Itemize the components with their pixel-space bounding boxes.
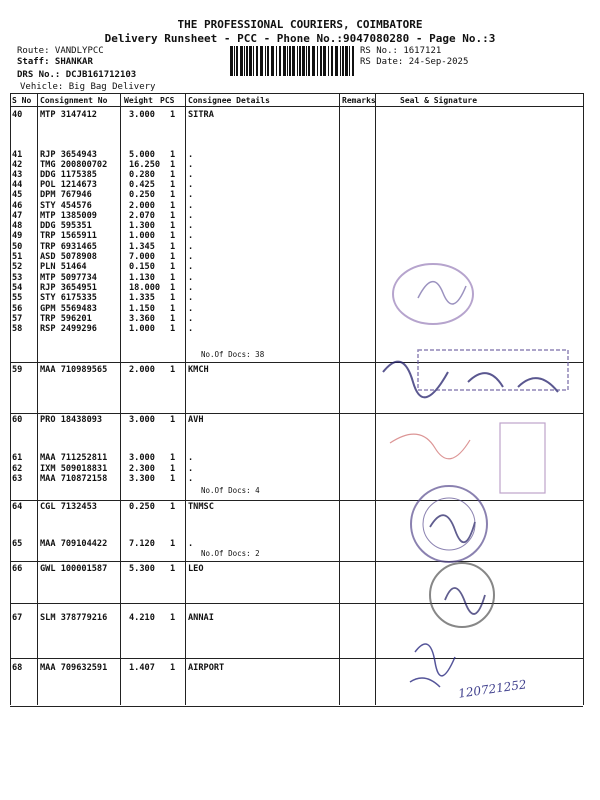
row-consignment: PLN 51464 <box>40 262 87 272</box>
row-consignee: . <box>188 180 194 190</box>
row-pcs: 1 <box>170 110 176 120</box>
row-pcs: 1 <box>170 211 176 221</box>
row-sno: 44 <box>12 180 23 190</box>
doc-count-2: No.Of Docs: 4 <box>201 486 260 495</box>
row-consignee: TNMSC <box>188 502 214 512</box>
row-sno: 47 <box>12 211 23 221</box>
row-sno: 63 <box>12 474 23 484</box>
row-sno: 67 <box>12 613 23 623</box>
row-weight: 1.000 <box>129 324 155 334</box>
row-sno: 54 <box>12 283 23 293</box>
row-sno: 62 <box>12 464 23 474</box>
row-consignee: . <box>188 314 194 324</box>
row-consignment: SLM 378779216 <box>40 613 108 623</box>
vehicle-label: Vehicle: Big Bag Delivery <box>20 82 156 92</box>
row-weight: 3.360 <box>129 314 155 324</box>
column-divider <box>37 93 38 705</box>
row-consignment: STY 454576 <box>40 201 92 211</box>
row-consignee: . <box>188 273 194 283</box>
row-sno: 40 <box>12 110 23 120</box>
row-weight: 4.210 <box>129 613 155 623</box>
row-sno: 57 <box>12 314 23 324</box>
row-consignment: TRP 596201 <box>40 314 92 324</box>
row-sno: 46 <box>12 201 23 211</box>
row-consignee: . <box>188 160 194 170</box>
row-weight: 1.300 <box>129 221 155 231</box>
row-sno: 59 <box>12 365 23 375</box>
row-consignee: . <box>188 211 194 221</box>
row-pcs: 1 <box>170 231 176 241</box>
row-sno: 51 <box>12 252 23 262</box>
row-consignee: . <box>188 539 194 549</box>
drs-label: DRS No.: DCJB161712103 <box>17 70 137 80</box>
row-pcs: 1 <box>170 201 176 211</box>
row-weight: 18.000 <box>129 283 161 293</box>
row-consignment: PRO 18438093 <box>40 415 103 425</box>
row-consignment: RSP 2499296 <box>40 324 97 334</box>
row-pcs: 1 <box>170 464 176 474</box>
col-pcs: PCS <box>160 96 175 105</box>
row-consignee: . <box>188 242 194 252</box>
route-label: Route: VANDLYPCC <box>17 46 104 56</box>
row-weight: 3.000 <box>129 415 155 425</box>
row-pcs: 1 <box>170 160 176 170</box>
row-weight: 1.150 <box>129 304 155 314</box>
row-weight: 5.000 <box>129 150 155 160</box>
row-consignment: RJP 3654951 <box>40 283 97 293</box>
row-consignment: CGL 7132453 <box>40 502 97 512</box>
row-weight: 7.120 <box>129 539 155 549</box>
row-weight: 1.000 <box>129 231 155 241</box>
row-pcs: 1 <box>170 283 176 293</box>
row-consignment: DDG 595351 <box>40 221 92 231</box>
row-weight: 16.250 <box>129 160 161 170</box>
row-sno: 49 <box>12 231 23 241</box>
row-consignee: . <box>188 170 194 180</box>
runsheet-subtitle: Delivery Runsheet - PCC - Phone No.:9047080280 - Page No.:3 <box>104 32 496 45</box>
row-sno: 42 <box>12 160 23 170</box>
rs-number: RS No.: 1617121 <box>360 46 442 56</box>
row-consignment: MAA 710872158 <box>40 474 108 484</box>
row-weight: 2.000 <box>129 365 155 375</box>
row-consignment: TRP 1565911 <box>40 231 97 241</box>
row-pcs: 1 <box>170 273 176 283</box>
row-consignment: GPM 5569483 <box>40 304 97 314</box>
row-pcs: 1 <box>170 293 176 303</box>
row-sno: 68 <box>12 663 23 673</box>
row-weight: 0.280 <box>129 170 155 180</box>
row-consignee: . <box>188 293 194 303</box>
row-divider <box>10 500 583 501</box>
col-seal: Seal & Signature <box>400 96 478 105</box>
row-weight: 3.000 <box>129 110 155 120</box>
row-pcs: 1 <box>170 324 176 334</box>
row-consignee: . <box>188 221 194 231</box>
row-consignment: MTP 5097734 <box>40 273 97 283</box>
row-sno: 52 <box>12 262 23 272</box>
col-remarks: Remarks <box>342 96 376 105</box>
row-consignee: . <box>188 283 194 293</box>
row-weight: 3.300 <box>129 474 155 484</box>
row-consignment: MAA 710989565 <box>40 365 108 375</box>
row-consignment: GWL 100001587 <box>40 564 108 574</box>
row-consignee: . <box>188 464 194 474</box>
row-pcs: 1 <box>170 539 176 549</box>
col-consignee: Consignee Details <box>188 96 270 105</box>
row-consignment: ASD 5078908 <box>40 252 97 262</box>
row-consignee: . <box>188 304 194 314</box>
row-consignment: DPM 767946 <box>40 190 92 200</box>
row-weight: 0.425 <box>129 180 155 190</box>
row-sno: 65 <box>12 539 23 549</box>
row-consignment: MAA 711252811 <box>40 453 108 463</box>
row-consignment: TRP 6931465 <box>40 242 97 252</box>
row-sno: 66 <box>12 564 23 574</box>
stamp-icon <box>388 258 478 330</box>
column-divider <box>185 93 186 705</box>
row-pcs: 1 <box>170 304 176 314</box>
barcode-icon <box>230 46 356 76</box>
row-consignee: . <box>188 474 194 484</box>
tnmsc-seal-icon <box>405 482 493 567</box>
row-consignee: . <box>188 262 194 272</box>
row-sno: 55 <box>12 293 23 303</box>
row-consignment: MTP 1385009 <box>40 211 97 221</box>
row-weight: 1.335 <box>129 293 155 303</box>
doc-count-1: No.Of Docs: 38 <box>201 350 265 359</box>
row-consignment: MAA 709632591 <box>40 663 108 673</box>
row-pcs: 1 <box>170 252 176 262</box>
row-sno: 56 <box>12 304 23 314</box>
row-consignment: RJP 3654943 <box>40 150 97 160</box>
row-pcs: 1 <box>170 502 176 512</box>
row-weight: 1.130 <box>129 273 155 283</box>
row-consignment: DDG 1175385 <box>40 170 97 180</box>
row-sno: 60 <box>12 415 23 425</box>
row-pcs: 1 <box>170 262 176 272</box>
row-pcs: 1 <box>170 180 176 190</box>
row-consignee: . <box>188 231 194 241</box>
row-consignment: STY 6175335 <box>40 293 97 303</box>
row-weight: 1.345 <box>129 242 155 252</box>
row-consignee: ANNAI <box>188 613 214 623</box>
row-sno: 43 <box>12 170 23 180</box>
row-pcs: 1 <box>170 314 176 324</box>
row-weight: 7.000 <box>129 252 155 262</box>
row-consignment: IXM 509018831 <box>40 464 108 474</box>
column-divider <box>339 93 340 705</box>
row-weight: 0.250 <box>129 502 155 512</box>
row-pcs: 1 <box>170 365 176 375</box>
row-pcs: 1 <box>170 453 176 463</box>
row-consignment: MTP 3147412 <box>40 110 97 120</box>
row-sno: 48 <box>12 221 23 231</box>
row-consignment: TMG 200800702 <box>40 160 108 170</box>
row-pcs: 1 <box>170 474 176 484</box>
row-pcs: 1 <box>170 221 176 231</box>
row-weight: 2.300 <box>129 464 155 474</box>
row-sno: 50 <box>12 242 23 252</box>
rs-date: RS Date: 24-Sep-2025 <box>360 57 469 67</box>
row-pcs: 1 <box>170 242 176 252</box>
row-pcs: 1 <box>170 170 176 180</box>
row-sno: 45 <box>12 190 23 200</box>
received-stamp-icon <box>378 342 583 417</box>
row-weight: 1.407 <box>129 663 155 673</box>
row-consignee: . <box>188 150 194 160</box>
doc-count-3: No.Of Docs: 2 <box>201 549 260 558</box>
row-weight: 2.070 <box>129 211 155 221</box>
row-pcs: 1 <box>170 663 176 673</box>
row-weight: 0.150 <box>129 262 155 272</box>
row-pcs: 1 <box>170 613 176 623</box>
row-consignee: . <box>188 190 194 200</box>
row-consignee: AVH <box>188 415 204 425</box>
row-sno: 61 <box>12 453 23 463</box>
column-divider <box>120 93 121 705</box>
col-weight: Weight <box>124 96 153 105</box>
col-consignment: Consignment No <box>40 96 108 105</box>
row-sno: 58 <box>12 324 23 334</box>
row-weight: 2.000 <box>129 201 155 211</box>
row-weight: 0.250 <box>129 190 155 200</box>
row-consignee: LEO <box>188 564 204 574</box>
row-consignee: . <box>188 201 194 211</box>
row-weight: 5.300 <box>129 564 155 574</box>
row-consignee: . <box>188 252 194 262</box>
column-divider <box>583 93 584 705</box>
row-pcs: 1 <box>170 150 176 160</box>
row-sno: 64 <box>12 502 23 512</box>
leo-seal-icon <box>420 560 505 630</box>
row-consignee: . <box>188 324 194 334</box>
row-divider <box>10 106 583 107</box>
row-weight: 3.000 <box>129 453 155 463</box>
column-divider <box>375 93 376 705</box>
row-consignee: SITRA <box>188 110 214 120</box>
row-consignee: KMCH <box>188 365 209 375</box>
row-consignment: MAA 709104422 <box>40 539 108 549</box>
company-title: THE PROFESSIONAL COURIERS, COIMBATORE <box>177 18 423 31</box>
staff-label: Staff: SHANKAR <box>17 57 93 67</box>
row-pcs: 1 <box>170 564 176 574</box>
handwritten-note: 120721252 <box>457 677 528 701</box>
row-pcs: 1 <box>170 190 176 200</box>
column-divider <box>10 93 11 705</box>
row-consignment: POL 1214673 <box>40 180 97 190</box>
row-sno: 53 <box>12 273 23 283</box>
row-pcs: 1 <box>170 415 176 425</box>
row-consignee: AIRPORT <box>188 663 225 673</box>
row-consignee: . <box>188 453 194 463</box>
row-sno: 41 <box>12 150 23 160</box>
col-sno: S No <box>12 96 32 105</box>
